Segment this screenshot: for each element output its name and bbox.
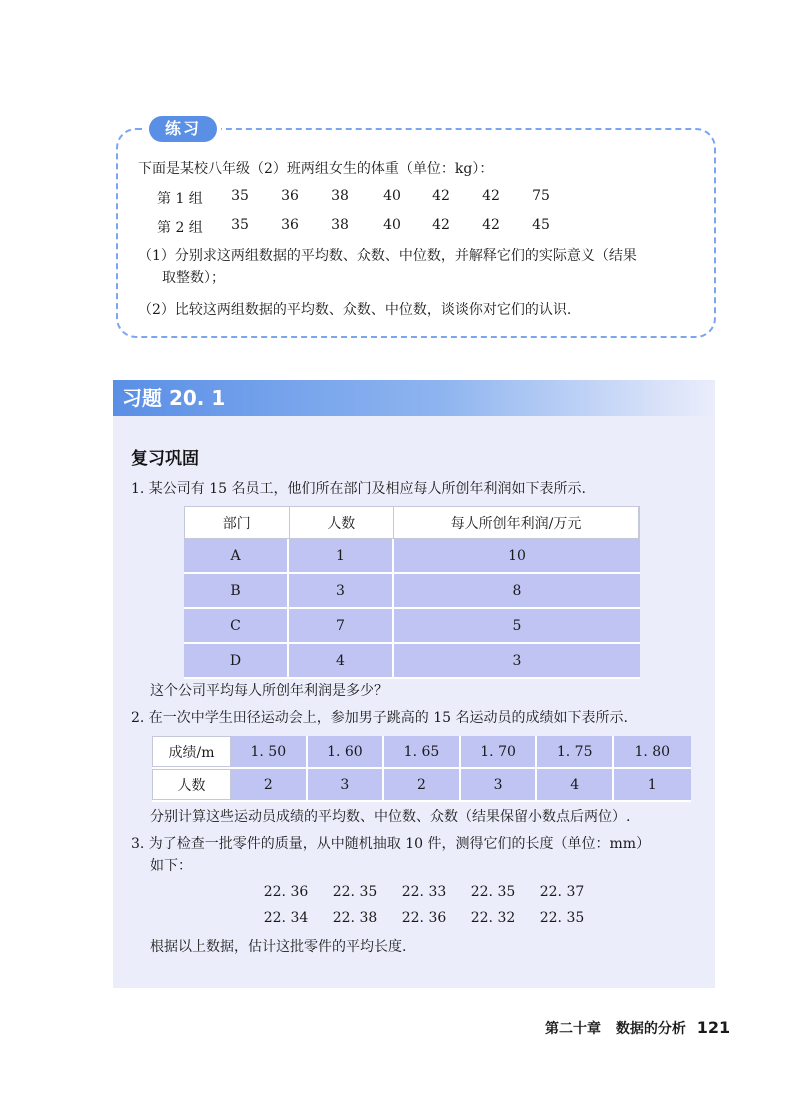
table-header-cell: 成绩/m	[152, 736, 231, 767]
group-value: 36	[281, 188, 299, 204]
measurement: 22. 34	[263, 910, 309, 926]
group-value: 38	[331, 217, 349, 233]
problem-3-question: 根据以上数据，估计这批零件的平均长度.	[150, 939, 407, 955]
problem-3-line-2: 如下：	[150, 858, 192, 874]
table-cell: 3	[308, 769, 385, 800]
section-title: 复习巩固	[131, 449, 199, 469]
table-header-cell: 部门	[185, 507, 290, 538]
table-cell: 10	[508, 547, 526, 564]
measurement: 22. 35	[470, 884, 516, 900]
group-value: 35	[231, 188, 249, 204]
table-row	[152, 769, 691, 802]
table-header-cell: 人数	[152, 769, 231, 800]
group-value: 45	[532, 217, 550, 233]
footer-chapter: 第二十章	[545, 1021, 601, 1037]
practice-badge: 练习	[149, 116, 217, 142]
table-cell: 1. 60	[308, 736, 385, 767]
group-label: 第 1 组	[157, 191, 203, 207]
table-cell: 5	[512, 617, 522, 634]
practice-tab	[145, 114, 221, 144]
problem-1-text: 1. 某公司有 15 名员工，他们所在部门及相应每人所创年利润如下表所示.	[131, 481, 586, 497]
group-value: 42	[482, 217, 500, 233]
exercise-title: 习题 20. 1	[122, 386, 226, 410]
table-cell: 8	[512, 582, 522, 599]
table-cell: 1	[614, 769, 691, 800]
table-row	[184, 609, 640, 644]
problem-3-line-1: 3. 为了检查一批零件的质量，从中随机抽取 10 件，测得它们的长度（单位：mm）	[131, 836, 651, 852]
table-header-cell: 人数	[290, 507, 395, 538]
measurement: 22. 35	[539, 910, 585, 926]
measurement: 22. 33	[401, 884, 447, 900]
measurement: 22. 32	[470, 910, 516, 926]
table-cell: 1	[289, 539, 394, 572]
table-cell: D	[184, 644, 289, 677]
table-header-cell: 每人所创年利润/万元	[394, 507, 639, 538]
practice-question-2: （2）比较这两组数据的平均数、众数、中位数，谈谈你对它们的认识.	[138, 302, 572, 318]
table-row	[184, 574, 640, 609]
table-cell: 2	[231, 769, 308, 800]
problem-2-text: 2. 在一次中学生田径运动会上，参加男子跳高的 15 名运动员的成绩如下表所示.	[131, 710, 628, 726]
group-value: 42	[432, 188, 450, 204]
high-jump-table	[152, 736, 691, 802]
group-value: 38	[331, 188, 349, 204]
question-1-line-1: （1）分别求这两组数据的平均数、众数、中位数，并解释它们的实际意义（结果	[138, 248, 637, 264]
question-1-line-2: 取整数）；	[162, 270, 225, 286]
table-cell: 2	[384, 769, 461, 800]
measurement: 22. 35	[332, 884, 378, 900]
practice-intro: 下面是某校八年级（2）班两组女生的体重（单位：kg）：	[138, 161, 494, 177]
problem-1-question: 这个公司平均每人所创年利润是多少？	[150, 683, 388, 699]
table-cell: A	[184, 539, 289, 572]
group-value: 40	[383, 188, 401, 204]
table-cell: 1. 70	[461, 736, 538, 767]
profit-table	[184, 506, 640, 679]
group-label: 第 2 组	[157, 220, 203, 236]
group-value: 42	[482, 188, 500, 204]
page-number: 121	[696, 1018, 731, 1037]
problem-3-text	[131, 833, 711, 877]
table-cell: 1. 65	[384, 736, 461, 767]
group-value: 75	[532, 188, 550, 204]
table-cell: B	[184, 574, 289, 607]
measurement: 22. 37	[539, 884, 585, 900]
group-value: 35	[231, 217, 249, 233]
table-row	[152, 736, 691, 769]
footer-chapter-title: 数据的分析	[615, 1021, 686, 1037]
table-cell: 4	[289, 644, 394, 677]
table-row	[184, 644, 640, 679]
group-value: 36	[281, 217, 299, 233]
measurement: 22. 38	[332, 910, 378, 926]
group-value: 40	[383, 217, 401, 233]
measurement: 22. 36	[263, 884, 309, 900]
table-cell: 3	[512, 652, 522, 669]
table-cell: 1. 50	[231, 736, 308, 767]
group-value: 42	[432, 217, 450, 233]
table-cell: 7	[289, 609, 394, 642]
practice-question-1	[138, 245, 708, 289]
page-footer	[545, 1018, 730, 1038]
problem-2-question: 分别计算这些运动员成绩的平均数、中位数、众数（结果保留小数点后两位）.	[150, 809, 631, 825]
table-cell: 1. 80	[614, 736, 691, 767]
table-row	[184, 539, 640, 574]
table-cell: 1. 75	[537, 736, 614, 767]
table-cell: 3	[289, 574, 394, 607]
table-header-row	[184, 506, 640, 539]
table-cell: 4	[537, 769, 614, 800]
table-cell: 3	[461, 769, 538, 800]
table-cell: C	[184, 609, 289, 642]
measurement: 22. 36	[401, 910, 447, 926]
